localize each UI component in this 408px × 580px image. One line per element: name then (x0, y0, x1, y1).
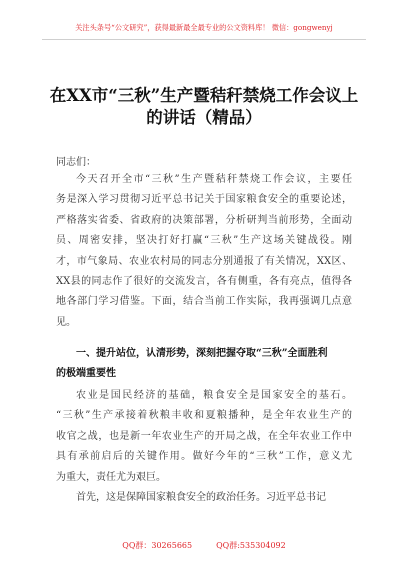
paragraph-line: XX县的同志作了很好的交流发言，各有侧重，各有亮点，值得各 (56, 276, 352, 288)
paragraph-line: 地各部门学习借鉴。下面，结合当前工作实际，我再强调几点意 (56, 296, 352, 308)
heading-line: 一、提升站位，认清形势，深刻把握夺取“三秋”全面胜利 (76, 348, 328, 359)
paragraph-line: 首先，这是保障国家粮食安全的政治任务。习近平总书记 (76, 492, 326, 503)
section-1-point-1 (56, 488, 352, 508)
footer-qq-group-1: QQ群：30265665 (122, 541, 193, 550)
title-line-2: 的讲话（精品） (146, 108, 262, 127)
heading-line: 的极端重要性 (56, 368, 116, 380)
page-header-promo: 关注头条号“公文研究”，获得最新最全最专业的公文资料库！ 微信：gongwenyj (75, 23, 333, 32)
paragraph-line: 见。 (56, 316, 76, 328)
document-title (40, 85, 368, 129)
title-line-1: 在XX市“三秋”生产暨秸秆禁烧工作会议上 (49, 86, 359, 105)
paragraph-line: 务是深入学习贯彻习近平总书记关于国家粮食安全的重要论述， (56, 194, 352, 206)
paragraph-line: 今天召开全市“三秋”生产暨秸秆禁烧工作会议，主要任 (76, 174, 352, 185)
greeting: 同志们： (56, 157, 96, 168)
intro-paragraph (56, 170, 352, 333)
paragraph-line: 具有承前启后的关键作用。做好今年的“三秋”工作，意义尤 (56, 451, 352, 463)
footer-qq-group-2: QQ群:535304092 (216, 541, 286, 550)
paragraph-line: 收官之战，也是新一年农业生产的开局之战，在全年农业工作中 (56, 430, 352, 442)
paragraph-line: 为重大，责任尤为艰巨。 (56, 471, 166, 483)
header-divider (42, 39, 366, 40)
page-footer (0, 540, 408, 551)
paragraph-line: 农业是国民经济的基础，粮食安全是国家安全的基石。 (76, 390, 352, 401)
paragraph-line: “三秋”生产承接着秋粮丰收和夏粮播种，是全年农业生产的 (56, 410, 352, 422)
paragraph-line: 员、周密安排，坚决打好打赢“三秋”生产这场关键战役。刚 (56, 235, 352, 247)
section-1-heading (56, 344, 352, 385)
section-1-paragraph (56, 386, 352, 488)
paragraph-line: 严格落实省委、省政府的决策部署，分析研判当前形势，全面动 (56, 214, 352, 226)
paragraph-line: 才，市气象局、农业农村局的同志分别通报了有关情况，XX区、 (56, 255, 352, 267)
